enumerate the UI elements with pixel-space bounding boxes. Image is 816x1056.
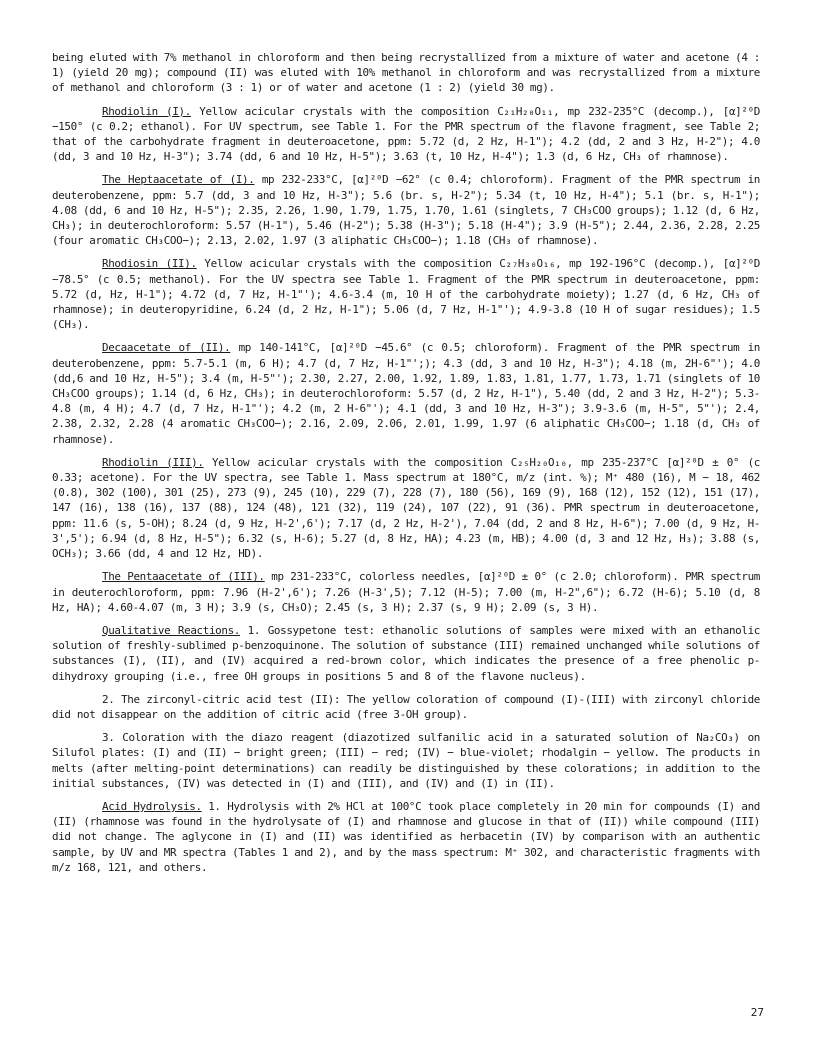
- section-heading: Rhodiosin (II).: [102, 257, 197, 271]
- paragraph-text: being eluted with 7% methanol in chloroform and then being recrystallized from a mixture of water and acetone (4 : 1) (yield 20 mg); compound (II) was eluted with 10% methanol in chloroform and was recrystallized from a mixture of methanol and chloroform (3 : 1) or of water and acetone (1 : 2) (yield 30 mg).: [52, 51, 760, 95]
- paragraph-text: 1. Hydrolysis with 2% HCl at 100°C took place completely in 20 min for compounds (I) and (II) (rhamnose was found in the hydrolysate of (I) and rhamnose and glucose in that of (II)) while compound (III) did not change. The aglycone in (I) and (II) was identified as herbacetin (IV) by comparison with an authentic sample, by UV and MR spectra (Tables 1 and 2), and by the mass spectrum: M⁺ 302, and characteristic fragments with m/z 168, 121, and others.: [52, 799, 761, 874]
- paragraph-text: mp 232-233°C, [α]²⁰D −62° (c 0.4; chloroform). Fragment of the PMR spectrum in deuterobenzene, ppm: 5.7 (dd, 3 and 10 Hz, H-3"); 5.6 (br. s, H-2"); 5.34 (t, 10 Hz, H-4"); 5.1 (br. s, H-1"); 4.08 (dd, 6 and 10 Hz, H-5"); 2.35, 2.26, 1.90, 1.79, 1.75, 1.70, 1.61 (singlets, 7 CH₃COO groups); 1.12 (d, 6 Hz, CH₃); in deuterochloroform: 5.57 (H-1"), 5.46 (H-2"); 5.38 (H-3"); 5.18 (H-4"); 3.9 (H-5"); 2.44, 2.36, 2.28, 2.25 (four aromatic CH₃COO−); 2.13, 2.02, 1.97 (3 aliphatic CH₃COO−); 1.18 (CH₃ of rhamnose).: [52, 173, 760, 248]
- paragraph-text: 2. The zirconyl-citric acid test (II): The yellow coloration of compound (I)-(III) with zirconyl chloride did not disappear on the addition of citric acid (free 3-OH group).: [52, 692, 760, 721]
- paragraph-acid-hydrolysis: [52, 799, 760, 875]
- paragraph-heptaacetate: [52, 172, 760, 248]
- paragraph-text: mp 140-141°C, [α]²⁰D −45.6° (c 0.5; chloroform). Fragment of the PMR spectrum in deuterobenzene, ppm: 5.7-5.1 (m, 6 H); 4.7 (d, 7 Hz, H-1"';); 4.3 (dd, 3 and 10 Hz, H-3"); 4.18 (m, 2H-6"'); 4.0 (dd,6 and 10 Hz, H-5"); 3.4 (m, H-5"'); 2.30, 2.27, 2.00, 1.92, 1.89, 1.83, 1.81, 1.77, 1.73, 1.71 (singlets of 10 CH₃COO groups); 1.14 (d, 6 Hz, CH₃); in deuterochloroform: 5.57 (d, 2 Hz, H-1"), 5.40 (dd, 2 and 3 Hz, H-2"); 5.3-4.8 (m, 4 H); 4.7 (d, 7 Hz, H-1"'); 4.2 (m, 2 H-6"'); 4.1 (dd, 3 and 10 Hz, H-3"); 3.9-3.6 (m, H-5", 5"'); 2.4, 2.38, 2.32, 2.28 (4 aromatic CH₃COO−); 2.16, 2.09, 2.06, 2.01, 1.99, 1.97 (6 aliphatic CH₃COO−; 1.18 (d, CH₃ of rhamnose).: [52, 341, 761, 446]
- paragraph-rhodiosin: [52, 256, 760, 332]
- section-heading: Rhodiolin (I).: [102, 104, 191, 118]
- page-number: 27: [750, 1006, 764, 1019]
- document-body: [52, 50, 760, 883]
- section-heading: Rhodiolin (III).: [102, 455, 204, 469]
- section-heading: Acid Hydrolysis.: [102, 799, 202, 813]
- paragraph-text: mp 231-233°C, colorless needles, [α]²⁰D ± 0° (c 2.0; chloroform). PMR spectrum in deuterochloroform, ppm: 7.96 (H-2',6'); 7.26 (H-3',5); 7.12 (H-5); 7.00 (m, H-2",6"); 6.72 (H-6); 5.10 (d, 8 Hz, HA); 4.60-4.07 (m, 3 H); 3.9 (s, CH₃O); 2.45 (s, 3 H); 2.37 (s, 9 H); 2.09 (s, 3 H).: [52, 570, 760, 614]
- paragraph-rhodiolin-i: [52, 104, 760, 165]
- paragraph-qualitative-reactions: [52, 623, 760, 684]
- paragraph-diazo-coloration: [52, 730, 760, 791]
- paragraph-decaacetate: [52, 340, 760, 446]
- paragraph-text: 3. Coloration with the diazo reagent (diazotized sulfanilic acid in a saturated solution of Na₂CO₃) on Silufol plates: (I) and (II) − bright green; (III) − red; (IV) − blue-violet; rhodalgin − yellow. The products in melts (after melting-point determinations) can readily be distinguished by these colorations; in addition to the initial substances, (IV) was detected in (I) and (III), and (IV) and (I) in (II).: [52, 731, 760, 790]
- paragraph-zirconyl-test: [52, 692, 760, 722]
- section-heading: The Pentaacetate of (III).: [102, 570, 265, 584]
- section-heading: Qualitative Reactions.: [102, 623, 240, 637]
- section-heading: The Heptaacetate of (I).: [102, 173, 255, 187]
- paragraph-text: 1. Gossypetone test: ethanolic solutions of samples were mixed with an ethanolic solution of freshly-sublimed p-benzoquinone. The solution of substance (III) remained unchanged while solutions of substances (I), (II), and (IV) acquired a red-brown color, which indicates the presence of a free phenolic p-dihydroxy grouping (i.e., free OH groups in positions 5 and 8 of the flavone nucleus).: [52, 623, 760, 683]
- section-heading: Decaacetate of (II).: [102, 341, 231, 355]
- paragraph-pentaacetate: [52, 569, 760, 615]
- paragraph-text: Yellow acicular crystals with the composition C₂₇H₃₀O₁₆, mp 192-196°C (decomp.), [α]²⁰D −78.5° (c 0.5; methanol). For the UV spectra see Table 1. Fragment of the PMR spectrum in deuteroacetone, ppm: 5.72 (d, Hz, H-1"); 4.72 (d, 7 Hz, H-1"'); 4.6-3.4 (m, 10 H of the carbohydrate moiety); 1.27 (d, 6 Hz, CH₃ of rhamnose); in deuteropyridine, 6.24 (d, 2 Hz, H-1"); 5.06 (d, 7 Hz, H-1"'); 4.9-3.8 (10 H of sugar residues); 1.5 (CH₃).: [52, 257, 760, 332]
- paragraph-rhodiolin-iii: [52, 455, 760, 561]
- paragraph-elution: [52, 50, 760, 96]
- paragraph-text: Yellow acicular crystals with the composition C₂₁H₂₀O₁₁, mp 232-235°C (decomp.), [α]²⁰D −150° (c 0.2; ethanol). For UV spectrum, see Table 1. For the PMR spectrum of the flavone fragment, see Table 2; that of the carbohydrate fragment in deuteroacetone, ppm: 5.72 (d, 2 Hz, H-1"); 4.2 (dd, 2 and 3 Hz, H-2"); 4.0 (dd, 3 and 10 Hz, H-3"); 3.74 (dd, 6 and 10 Hz, H-5"); 3.63 (t, 10 Hz, H-4"); 1.3 (d, 6 Hz, CH₃ of rhamnose).: [52, 104, 760, 164]
- paragraph-text: Yellow acicular crystals with the composition C₂₅H₂₀O₁₀, mp 235-237°C [α]²⁰D ± 0° (c 0.33; acetone). For the UV spectra, see Table 1. Mass spectrum at 180°C, m/z (int. %); M⁺ 480 (16), M − 18, 462 (0.8), 302 (100), 301 (25), 273 (9), 245 (10), 229 (7), 228 (7), 180 (56), 169 (9), 168 (12), 152 (12), 151 (17), 147 (16), 138 (16), 137 (88), 124 (48), 121 (32), 119 (24), 107 (22), 91 (36). PMR spectrum in deuteroacetone, ppm: 11.6 (s, 5-OH); 8.24 (d, 9 Hz, H-2',6'); 7.17 (d, 2 Hz, H-2'), 7.04 (dd, 2 and 8 Hz, H-6"); 7.00 (d, 9 Hz, H-3',5'); 6.94 (d, 8 Hz, H-5"); 6.32 (s, H-6); 5.27 (d, 8 Hz, HA); 4.23 (m, HB); 4.00 (d, 3 and 12 Hz, H₃); 3.88 (s, OCH₃); 3.66 (dd, 4 and 12 Hz, HD).: [52, 455, 760, 561]
